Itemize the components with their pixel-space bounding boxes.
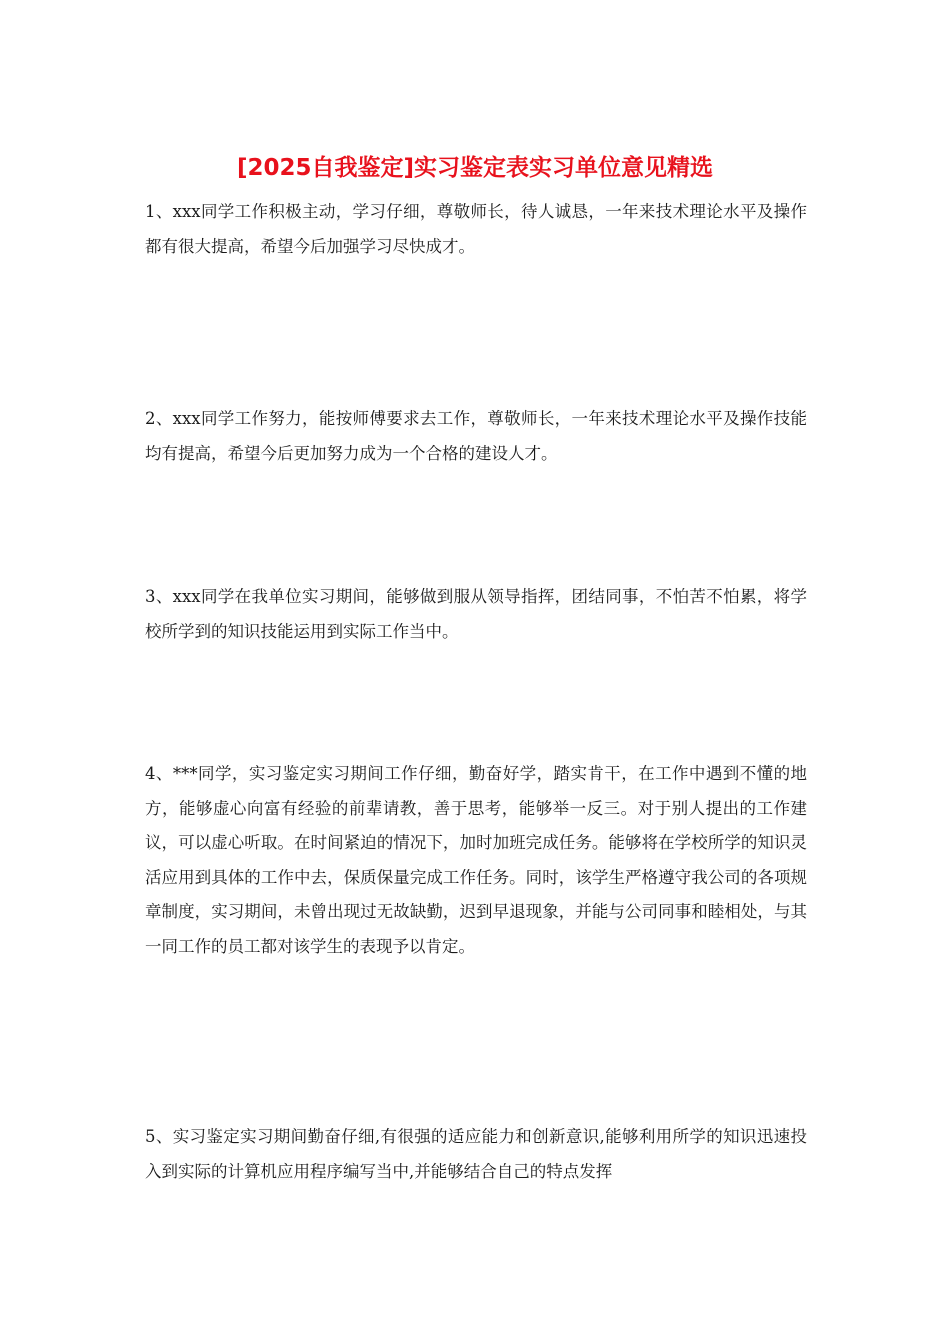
paragraph-5: 5、实习鉴定实习期间勤奋仔细,有很强的适应能力和创新意识,能够利用所学的知识迅速投入到实际的计算机应用程序编写当中,并能够结合自己的特点发挥 <box>145 1127 807 1181</box>
paragraph-3: 3、xxx同学在我单位实习期间，能够做到服从领导指挥，团结同事，不怕苦不怕累，将学校所学到的知识技能运用到实际工作当中。 <box>145 587 807 641</box>
document-title: [2025自我鉴定]实习鉴定表实习单位意见精选 <box>236 155 714 181</box>
paragraph-1: 1、xxx同学工作积极主动，学习仔细，尊敬师长，待人诚恳，一年来技术理论水平及操作都有很大提高，希望今后加强学习尽快成才。 <box>145 202 807 256</box>
paragraph-2: 2、xxx同学工作努力，能按师傅要求去工作，尊敬师长，一年来技术理论水平及操作技能均有提高，希望今后更加努力成为一个合格的建设人才。 <box>145 409 807 463</box>
paragraph-4: 4、***同学，实习鉴定实习期间工作仔细，勤奋好学，踏实肯干，在工作中遇到不懂的地方，能够虚心向富有经验的前辈请教，善于思考，能够举一反三。对于别人提出的工作建议，可以虚心听取。在时间紧迫的情况下，加时加班完成任务。能够将在学校所学的知识灵活应用到具体的工作中去，保质保量完成工作任务。同时，该学生严格遵守我公司的各项规章制度，实习期间，未曾出现过无故缺勤，迟到早退现象，并能与公司同事和睦相处，与其一同工作的员工都对该学生的表现予以肯定。 <box>145 764 807 956</box>
